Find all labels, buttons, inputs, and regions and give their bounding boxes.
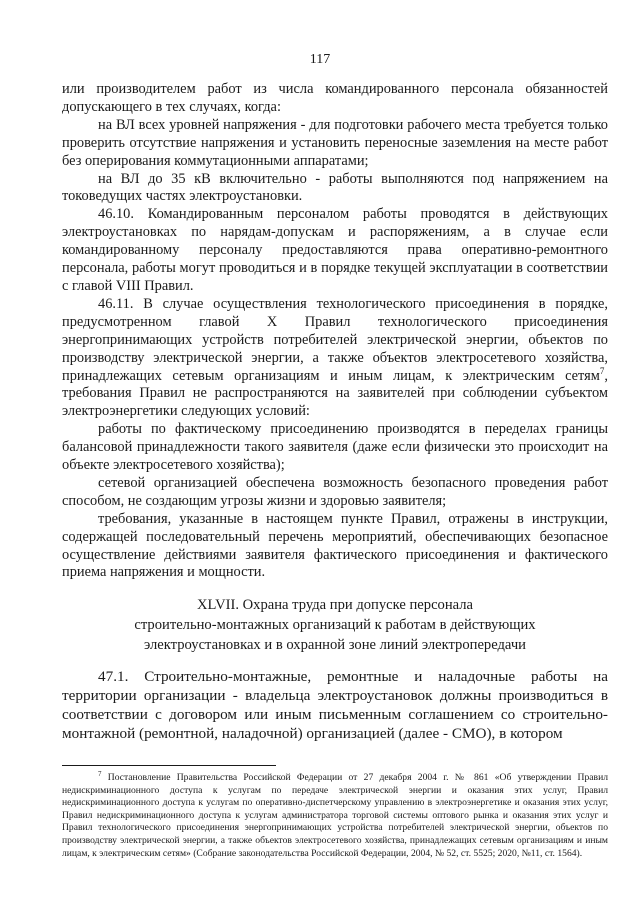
section-heading-line-1: XLVII. Охрана труда при допуске персонала [196, 597, 474, 614]
paragraph-condition-vl-all: на ВЛ всех уровней напряжения - для подготовки рабочего места требуется только проверить отсутствие напряжения и установить переносные заземления на месте работ без оперирования коммутационными аппаратами; [62, 116, 608, 169]
section-heading-line-2: строительно-монтажных организаций к работам в действующих [134, 617, 536, 634]
section-heading [62, 595, 608, 655]
paragraph-46-11-text-after: , требования Правил не распространяются на заявителей при соблюдении субъектом электроэнергетики следующих условий: [62, 367, 608, 420]
footnote [62, 769, 608, 860]
footnote-mark: 7 [98, 769, 102, 778]
paragraph-condition-instructions: требования, указанные в настоящем пункте Правил, отражены в инструкции, содержащей последовательный перечень мероприятий, обеспечивающих безопасное осуществление действиями заявителя фактического присоединения и фактического приема напряжения и мощности. [62, 510, 608, 581]
footnote-text: Постановление Правительства Российской Федерации от 27 декабря 2004 г. № 861 «Об утверждении Правил недискриминационного доступа к услугам по передаче электрической энергии и оказания этих услуг, Правил недискриминационного доступа к услугам по оперативно-диспетчерскому управлению в электроэнергетике и оказания этих услуг, Правил недискриминационного доступа к услугам администратора торговой системы оптового рынка и оказания этих услуг и Правил технологического присоединения энергопринимающих устройства потребителей электрической энергии, объектов по производству электрической энергии, а также объектов электросетевого хозяйства, принадлежащих сетевым организациям и иным лицам, к электрическим сетям» (Собрание законодательства Российской Федерации, 2004, № 52, ст. 5525; 2020, №11, ст. 1564). [62, 772, 608, 859]
paragraph-condition-vl-35: на ВЛ до 35 кВ включительно - работы выполняются под напряжением на токоведущих частях электроустановки. [62, 170, 608, 205]
body-text [62, 81, 608, 743]
paragraph-continuation: или производителем работ из числа командированного персонала обязанностей допускающего в тех случаях, когда: [62, 81, 608, 115]
footnote-reference[interactable]: 7 [599, 365, 605, 376]
paragraph-condition-safety: сетевой организацией обеспечена возможность безопасного проведения работ способом, не создающим угрозы жизни и здоровью заявителя; [62, 474, 608, 509]
paragraph-47-1: 47.1. Строительно-монтажные, ремонтные и наладочные работы на территории организации - владельца электроустановок должны производиться в соответствии с договором или иным письменным соглашением со строительно-монтажной (ремонтной, наладочной) организацией (далее - СМО), в котором [62, 668, 608, 743]
page-number: 117 [309, 52, 331, 67]
section-heading-line-3: электроустановках и в охранной зоне линий электропередачи [144, 637, 526, 654]
paragraph-46-11-text: 46.11. В случае осуществления технологического присоединения в порядке, предусмотренном главой X Правил технологического присоединения энергопринимающих устройств потребителей электрической энергии, объектов по производству электрической энергии, а также объектов электросетевого хозяйства, принадлежащих сетевым организациям и иным лицам, к электрическим сетям [62, 295, 608, 384]
paragraph-46-10: 46.10. Командированным персоналом работы проводятся в действующих электроустановках по нарядам-допускам и распоряжениям, а в случае если командированному персоналу предоставляются права оперативно-ремонтного персонала, работы могут проводиться и в порядке текущей эксплуатации в соответствии с главой VIII Правил. [62, 206, 608, 294]
footnote-divider [62, 765, 276, 766]
paragraph-46-11 [62, 296, 608, 421]
paragraph-condition-boundary: работы по фактическому присоединению производятся в переделах границы балансовой принадлежности такого заявителя (даже если физически это происходит на объекте электросетевого хозяйства); [62, 421, 608, 474]
